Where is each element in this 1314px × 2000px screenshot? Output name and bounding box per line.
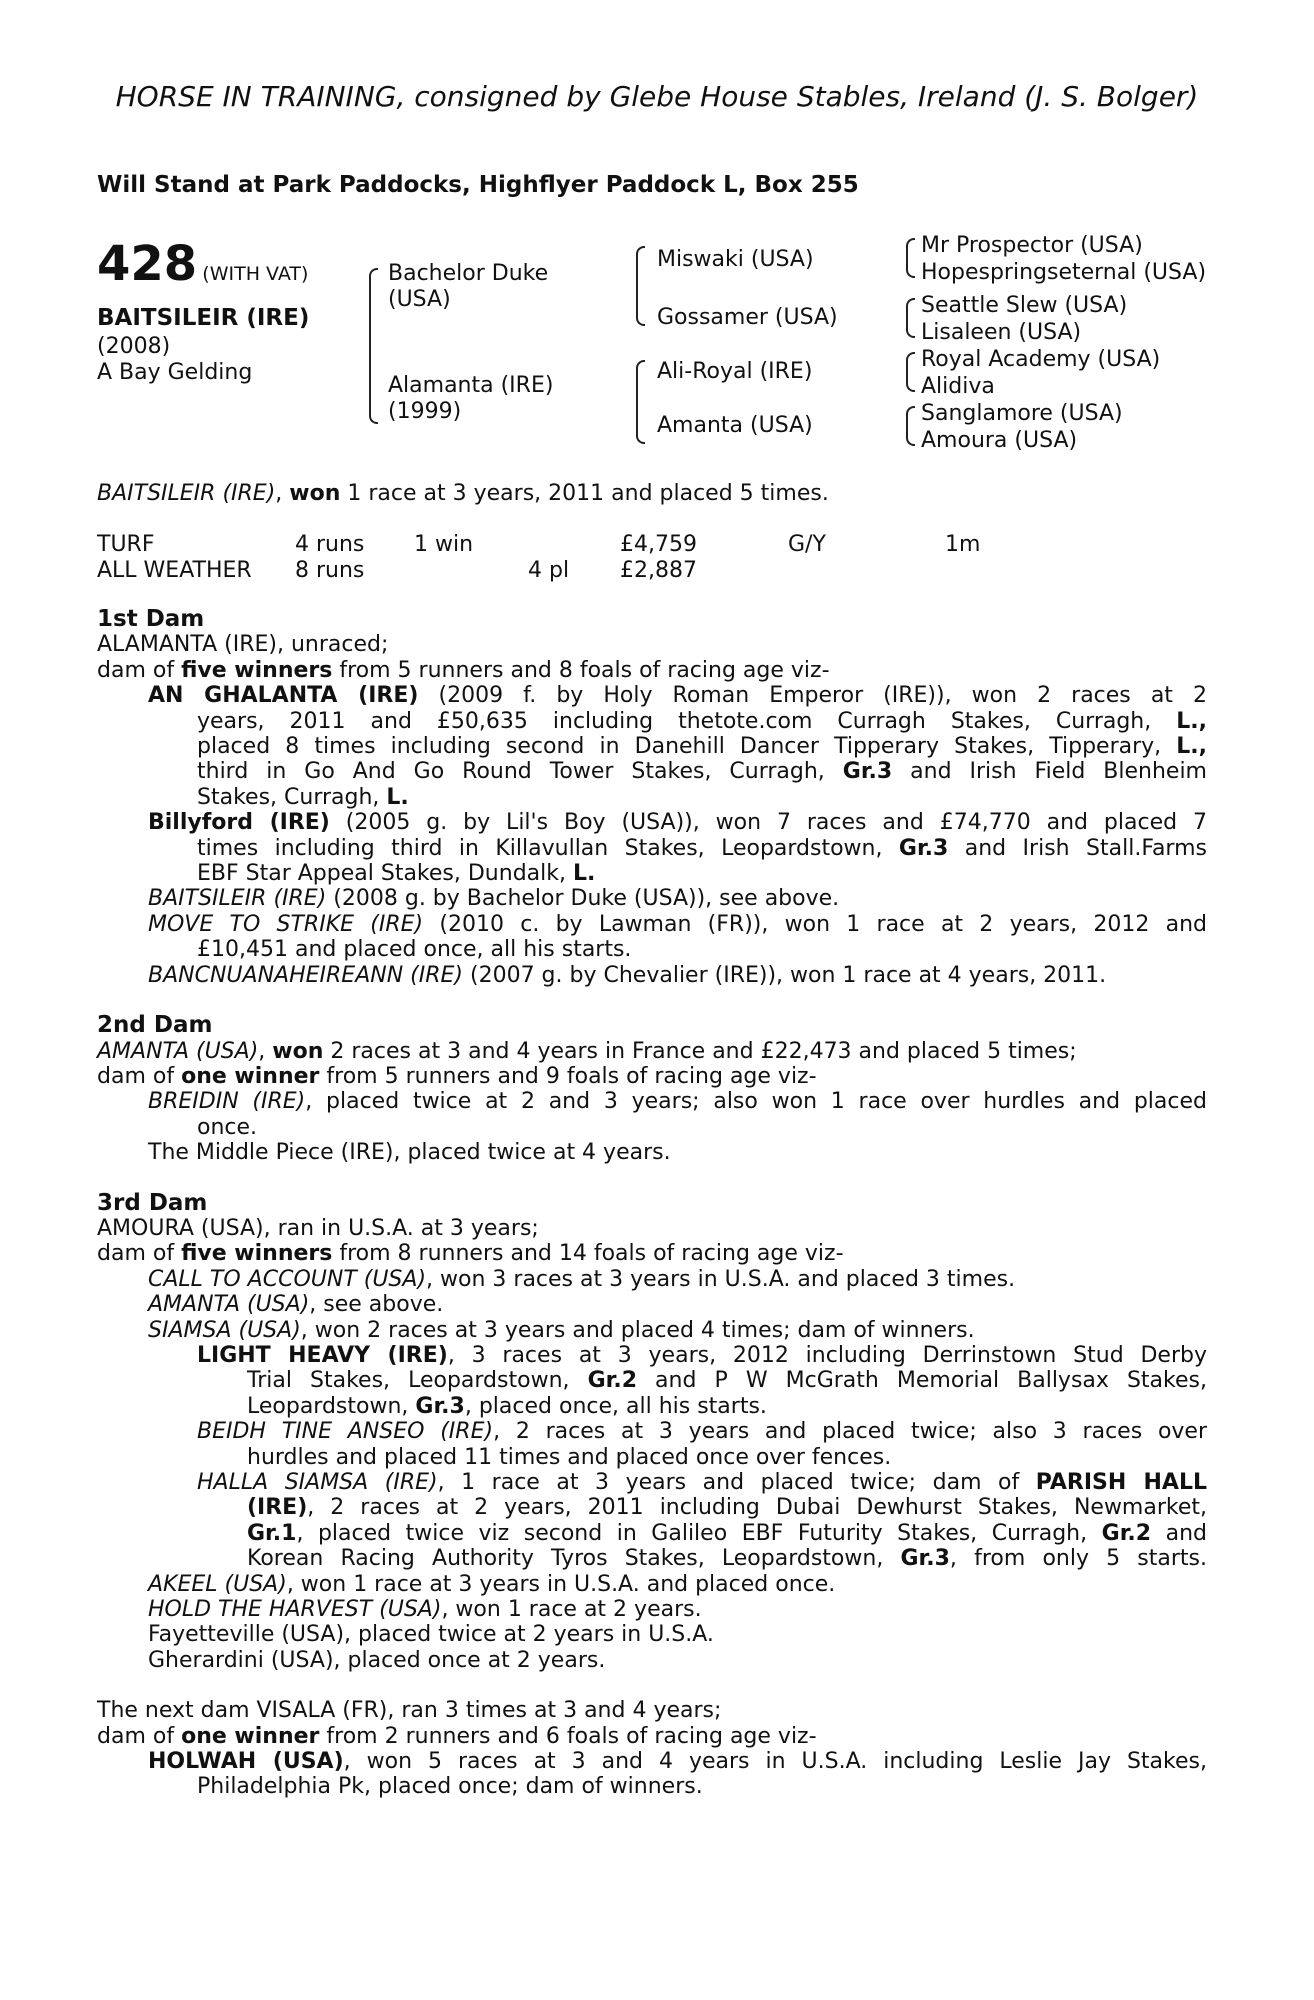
progeny-halla-siamsa-4: Korean Racing Authority Tyros Stakes, Leopardstown, Gr.3, from only 5 starts.	[247, 1546, 1207, 1572]
lot-number-block	[97, 238, 308, 290]
dam3-line1: AMOURA (USA), ran in U.S.A. at 3 years;	[97, 1215, 539, 1241]
progeny-amanta: AMANTA (USA), see above.	[148, 1292, 444, 1318]
progeny-billyford-3: EBF Star Appeal Stakes, Dundalk, L.	[197, 861, 596, 887]
pedigree-sire-sire: Miswaki (USA)	[657, 247, 814, 272]
pedigree-sss: Mr Prospector (USA)	[921, 233, 1143, 258]
catalogue-body	[97, 607, 1207, 1800]
page-title: HORSE IN TRAINING, consigned by Glebe House Stables, Ireland (J. S. Bolger)	[115, 80, 1199, 113]
progeny-halla-siamsa: HALLA SIAMSA (IRE), 1 race at 3 years and placed twice; dam of PARISH HALL	[197, 1470, 1207, 1495]
progeny-an-ghalanta-5: Stakes, Curragh, L.	[197, 784, 409, 810]
dam1-line2: dam of five winners from 5 runners and 8 foals of racing age viz-	[97, 657, 830, 683]
pedigree-ssd: Hopespringseternal (USA)	[921, 260, 1207, 285]
dam-line-brace	[636, 360, 645, 444]
pedigree-dds: Sanglamore (USA)	[921, 401, 1123, 426]
pedigree-sdd: Lisaleen (USA)	[921, 320, 1082, 345]
progeny-billyford: Billyford (IRE) (2005 g. by Lil's Boy (USA)), won 7 races and £74,770 and placed 7	[148, 810, 1207, 836]
progeny-halla-siamsa-3: Gr.1, placed twice viz second in Galileo EBF Futurity Stakes, Curragh, Gr.2 and	[247, 1520, 1207, 1546]
stats-turf-runs: 4 runs	[295, 532, 365, 557]
stats-turf-prize: £4,759	[620, 532, 697, 557]
progeny-fayetteville: Fayetteville (USA), placed twice at 2 years in U.S.A.	[148, 1622, 714, 1648]
stats-turf-surface: TURF	[97, 532, 155, 557]
stats-turf-distance: 1m	[945, 532, 981, 557]
gen3-brace-1	[906, 238, 915, 278]
gen3-brace-3	[906, 352, 915, 392]
section-1st-dam: 1st Dam	[97, 606, 205, 632]
pedigree-sire: Bachelor Duke (USA)	[388, 261, 549, 312]
next-dam-line1: The next dam VISALA (FR), ran 3 times at 3 and 4 years;	[97, 1698, 722, 1724]
progeny-akeel: AKEEL (USA), won 1 race at 3 years in U.S.A. and placed once.	[148, 1571, 836, 1597]
progeny-an-ghalanta-2: years, 2011 and £50,635 including thetote.com Curragh Stakes, Curragh, L.,	[197, 708, 1207, 734]
horse-name: BAITSILEIR (IRE)	[97, 305, 310, 331]
progeny-bancnuanaheireann: BANCNUANAHEIREANN (IRE) (2007 g. by Chevalier (IRE)), won 1 race at 4 years, 2011.	[148, 962, 1107, 988]
progeny-beidh-tine-anseo-2: hurdles and placed 11 times and placed once over fences.	[247, 1444, 892, 1470]
stats-turf-going: G/Y	[788, 532, 826, 557]
gen3-brace-2	[906, 298, 915, 338]
progeny-breidin-2: once.	[197, 1114, 258, 1140]
section-2nd-dam: 2nd Dam	[97, 1012, 213, 1039]
progeny-middle-piece: The Middle Piece (IRE), placed twice at 4 years.	[148, 1140, 671, 1166]
progeny-light-heavy: LIGHT HEAVY (IRE), 3 races at 3 years, 2012 including Derrinstown Stud Derby	[197, 1342, 1207, 1368]
stand-location: Will Stand at Park Paddocks, Highflyer Paddock L, Box 255	[97, 172, 859, 198]
pedigree-ddd: Amoura (USA)	[921, 428, 1078, 453]
pedigree-dam-sire: Ali-Royal (IRE)	[657, 359, 813, 384]
dam2-line1: AMANTA (USA), won 2 races at 3 and 4 years in France and £22,473 and placed 5 times;	[97, 1038, 1077, 1064]
horse-description: A Bay Gelding	[97, 360, 253, 385]
progeny-call-to-account: CALL TO ACCOUNT (USA), won 3 races at 3 years in U.S.A. and placed 3 times.	[148, 1266, 1016, 1292]
pedigree-sds: Seattle Slew (USA)	[921, 293, 1128, 318]
section-3rd-dam: 3rd Dam	[97, 1189, 208, 1216]
pedigree-dss: Royal Academy (USA)	[921, 347, 1161, 372]
vat-label: (WITH VAT)	[202, 263, 309, 285]
progeny-holwah-2: Philadelphia Pk, placed once; dam of winners.	[197, 1774, 703, 1800]
stats-aw-surface: ALL WEATHER	[97, 558, 252, 583]
progeny-holwah: HOLWAH (USA), won 5 races at 3 and 4 years in U.S.A. including Leslie Jay Stakes,	[148, 1749, 1207, 1775]
sire-dam-brace	[369, 268, 378, 424]
lot-number: 428	[97, 236, 198, 292]
stats-aw-placed: 4 pl	[528, 558, 570, 583]
race-summary: BAITSILEIR (IRE), won 1 race at 3 years, 2011 and placed 5 times.	[97, 481, 829, 506]
progeny-an-ghalanta-4: third in Go And Go Round Tower Stakes, Curragh, Gr.3 and Irish Field Blenheim	[197, 759, 1207, 785]
stats-aw-runs: 8 runs	[295, 558, 365, 583]
progeny-siamsa: SIAMSA (USA), won 2 races at 3 years and placed 4 times; dam of winners.	[148, 1317, 975, 1343]
progeny-move-to-strike-2: £10,451 and placed once, all his starts.	[197, 937, 632, 963]
dam1-line1: ALAMANTA (IRE), unraced;	[97, 632, 389, 658]
progeny-hold-the-harvest: HOLD THE HARVEST (USA), won 1 race at 2 years.	[148, 1597, 702, 1623]
progeny-halla-siamsa-2: (IRE), 2 races at 2 years, 2011 including Dubai Dewhurst Stakes, Newmarket,	[247, 1495, 1207, 1521]
next-dam-line2: dam of one winner from 2 runners and 6 foals of racing age viz-	[97, 1723, 817, 1749]
progeny-billyford-2: times including third in Killavullan Stakes, Leopardstown, Gr.3 and Irish Stall.Farms	[197, 835, 1207, 861]
dam2-line2: dam of one winner from 5 runners and 9 foals of racing age viz-	[97, 1063, 817, 1089]
pedigree-sire-dam: Gossamer (USA)	[657, 305, 838, 330]
stats-aw-prize: £2,887	[620, 558, 697, 583]
progeny-baitsileir: BAITSILEIR (IRE) (2008 g. by Bachelor Duke (USA)), see above.	[148, 886, 840, 912]
stats-turf-wins: 1 win	[414, 532, 474, 557]
progeny-an-ghalanta-3: placed 8 times including second in Danehill Dancer Tipperary Stakes, Tipperary, L.,	[197, 734, 1207, 760]
progeny-light-heavy-3: Leopardstown, Gr.3, placed once, all his starts.	[247, 1393, 767, 1419]
gen3-brace-4	[906, 406, 915, 446]
progeny-move-to-strike: MOVE TO STRIKE (IRE) (2010 c. by Lawman (FR)), won 1 race at 2 years, 2012 and	[148, 911, 1208, 937]
progeny-breidin: BREIDIN (IRE), placed twice at 2 and 3 years; also won 1 race over hurdles and placed	[148, 1089, 1207, 1115]
pedigree-dam-dam: Amanta (USA)	[657, 413, 813, 438]
progeny-an-ghalanta: AN GHALANTA (IRE) (2009 f. by Holy Roman Emperor (IRE)), won 2 races at 2	[148, 683, 1207, 709]
dam3-line2: dam of five winners from 8 runners and 14 foals of racing age viz-	[97, 1241, 844, 1267]
pedigree-dam: Alamanta (IRE) (1999)	[388, 373, 554, 424]
horse-year: (2008)	[97, 334, 171, 359]
pedigree-dsd: Alidiva	[921, 374, 995, 399]
progeny-light-heavy-2: Trial Stakes, Leopardstown, Gr.2 and P W McGrath Memorial Ballysax Stakes,	[247, 1368, 1207, 1394]
sire-line-brace	[636, 246, 645, 326]
progeny-beidh-tine-anseo: BEIDH TINE ANSEO (IRE), 2 races at 3 years and placed twice; also 3 races over	[197, 1419, 1208, 1445]
progeny-gherardini: Gherardini (USA), placed once at 2 years.	[148, 1647, 606, 1673]
